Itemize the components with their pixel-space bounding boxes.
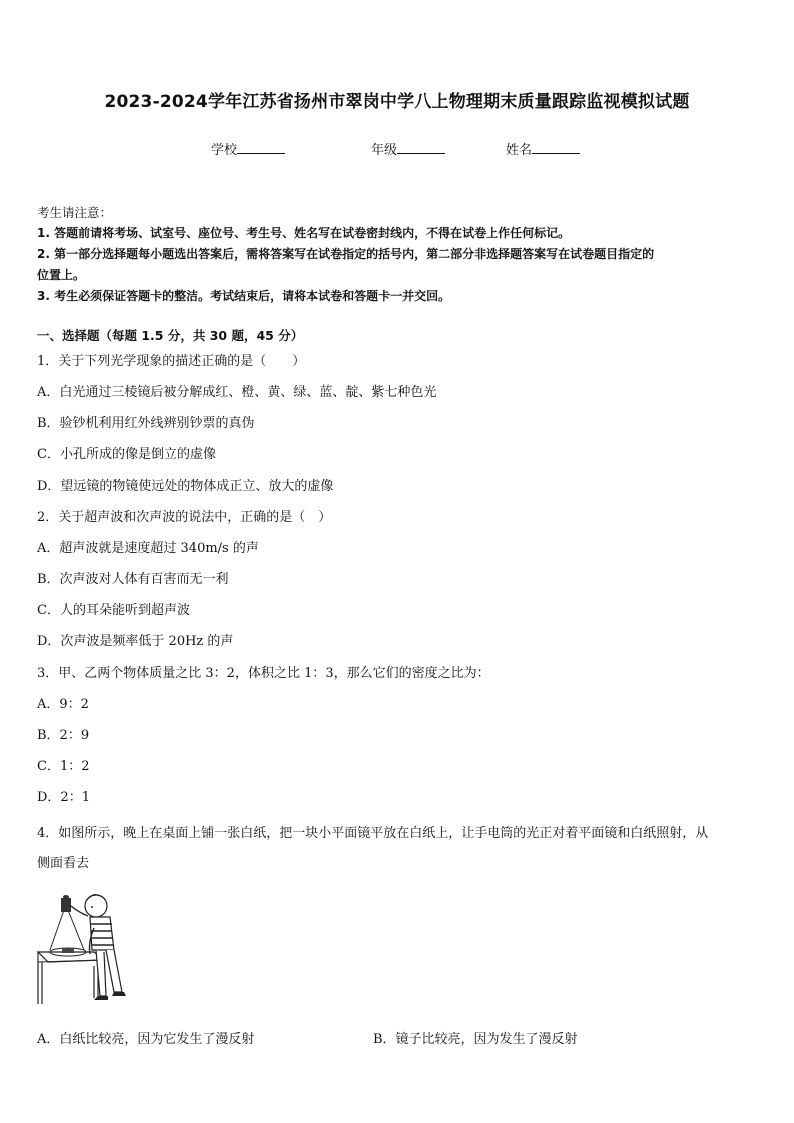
boy-flashlight-illustration bbox=[34, 880, 144, 1005]
grade-label: 年级 bbox=[371, 143, 398, 158]
question-1-option-c: C．小孔所成的像是倒立的虚像 bbox=[37, 447, 216, 462]
question-1-stem: 1．关于下列光学现象的描述正确的是（ ） bbox=[37, 354, 306, 369]
school-label: 学校 bbox=[211, 143, 238, 158]
flashlight-mirror-figure bbox=[34, 880, 144, 1005]
question-4-stem-line-1: 4．如图所示，晚上在桌面上铺一张白纸，把一块小平面镜平放在白纸上，让手电筒的光正对着平面镜和白纸照射，从 bbox=[37, 826, 709, 841]
question-3-option-a: A．9：2 bbox=[37, 697, 89, 712]
notice-item: 3. 考生必须保证答题卡的整洁。考试结束后，请将本试卷和答题卡一并交回。 bbox=[37, 289, 451, 303]
question-2-option-a: A．超声波就是速度超过 340m/s 的声 bbox=[37, 541, 259, 556]
notice-item: 1. 答题前请将考场、试室号、座位号、考生号、姓名写在试卷密封线内，不得在试卷上作任何标记。 bbox=[37, 226, 571, 240]
name-field bbox=[506, 141, 580, 159]
question-4-option-a: A．白纸比较亮，因为它发生了漫反射 bbox=[37, 1032, 255, 1047]
question-2-option-b: B．次声波对人体有百害而无一利 bbox=[37, 572, 229, 587]
name-label: 姓名 bbox=[506, 143, 533, 158]
name-blank bbox=[532, 141, 580, 154]
question-2-stem: 2．关于超声波和次声波的说法中，正确的是（ ） bbox=[37, 510, 332, 525]
question-2-option-c: C．人的耳朵能听到超声波 bbox=[37, 603, 190, 618]
question-4-stem-line-2: 侧面看去 bbox=[37, 856, 90, 871]
grade-field bbox=[371, 141, 445, 159]
question-3-option-b: B．2：9 bbox=[37, 728, 90, 743]
section-heading: 一、选择题（每题 1.5 分，共 30 题，45 分） bbox=[37, 328, 304, 343]
notice-item: 位置上。 bbox=[37, 268, 86, 282]
notice-heading: 考生请注意： bbox=[37, 205, 113, 220]
notice-item: 2. 第一部分选择题每小题选出答案后，需将答案写在试卷指定的括号内，第二部分非选择题答案写在试卷题目指定的 bbox=[37, 247, 655, 261]
question-1-option-b: B．验钞机利用红外线辨别钞票的真伪 bbox=[37, 416, 255, 431]
question-4-option-b: B．镜子比较亮，因为发生了漫反射 bbox=[373, 1032, 578, 1047]
notice-block bbox=[37, 202, 759, 307]
grade-blank bbox=[397, 141, 445, 154]
question-3-option-c: C．1：2 bbox=[37, 759, 90, 774]
question-4-stem bbox=[37, 819, 767, 879]
school-field bbox=[211, 141, 285, 159]
question-3-option-d: D．2：1 bbox=[37, 790, 90, 805]
question-1-option-d: D．望远镜的物镜使远处的物体成正立、放大的虚像 bbox=[37, 479, 334, 494]
exam-title: 2023-2024学年江苏省扬州市翠岗中学八上物理期末质量跟踪监视模拟试题 bbox=[104, 92, 690, 112]
question-1-option-a: A．白光通过三棱镜后被分解成红、橙、黄、绿、蓝、靛、紫七种色光 bbox=[37, 385, 437, 400]
school-blank bbox=[237, 141, 285, 154]
question-3-stem: 3．甲、乙两个物体质量之比 3：2，体积之比 1：3，那么它们的密度之比为： bbox=[37, 666, 490, 681]
question-2-option-d: D．次声波是频率低于 20Hz 的声 bbox=[37, 634, 234, 649]
